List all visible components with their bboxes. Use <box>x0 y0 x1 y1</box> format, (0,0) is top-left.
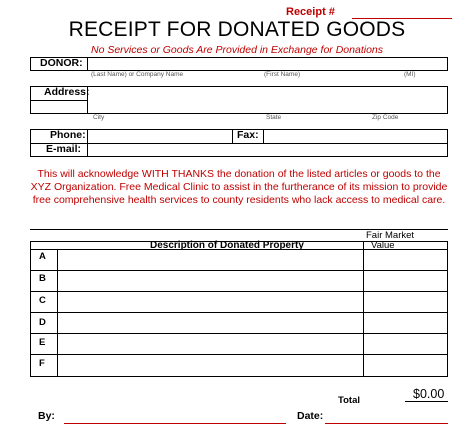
date-label: Date: <box>297 410 324 422</box>
row-label-e: E <box>39 337 46 348</box>
email-field[interactable] <box>89 144 445 156</box>
date-field[interactable] <box>325 408 448 422</box>
fax-field[interactable] <box>265 130 446 142</box>
total-value-underline <box>405 401 448 402</box>
address-zip-hint: Zip Code <box>372 114 399 121</box>
donor-name-hint: (Last Name) or Company Name <box>91 71 184 78</box>
donor-first-hint: (First Name) <box>264 71 301 78</box>
donor-mi-hint: (MI) <box>404 71 416 78</box>
description-header: Description of Donated Property <box>150 240 304 251</box>
phone-label: Phone: <box>50 129 86 141</box>
page-title: RECEIPT FOR DONATED GOODS <box>68 18 406 41</box>
row-f-description-field[interactable] <box>59 355 361 376</box>
address-label: Address: <box>44 86 90 98</box>
row-e-description-field[interactable] <box>59 334 361 353</box>
address-city-field[interactable] <box>89 101 445 113</box>
fmv-header-line1: Fair Market <box>366 230 415 241</box>
fax-label: Fax: <box>237 129 259 141</box>
row-a-description-field[interactable] <box>59 250 361 269</box>
row-c-value-field[interactable] <box>365 292 446 311</box>
row-label-c: C <box>39 295 46 306</box>
total-label: Total <box>338 395 360 406</box>
donor-label: DONOR: <box>40 57 83 69</box>
total-value: $0.00 <box>413 387 445 401</box>
address-city-hint: City <box>93 114 105 121</box>
address-street-field[interactable] <box>89 87 445 99</box>
row-a-value-field[interactable] <box>365 250 446 269</box>
row-label-b: B <box>39 273 46 284</box>
row-d-value-field[interactable] <box>365 313 446 332</box>
phone-field[interactable] <box>89 130 231 142</box>
row-label-d: D <box>39 317 46 328</box>
receipt-number-label: Receipt # <box>286 6 335 18</box>
fmv-header-line2: Value <box>371 240 395 251</box>
page-subtitle: No Services or Goods Are Provided in Exchange for Donations <box>90 44 383 56</box>
signature-field[interactable] <box>64 408 286 422</box>
row-label-a: A <box>39 251 46 262</box>
row-d-description-field[interactable] <box>59 313 361 332</box>
row-b-value-field[interactable] <box>365 271 446 290</box>
row-label-f: F <box>39 358 45 369</box>
row-b-description-field[interactable] <box>59 271 361 290</box>
acknowledgement-text: This will acknowledge WITH THANKS the donation of the listed articles or goods to the XYZ Organization. Free Medical Clinic to assist in the furtherance of its mission to provide free comprehensive health services to county residents who lack access to medical care. <box>30 168 448 206</box>
email-label: E-mail: <box>46 143 82 155</box>
donor-name-field[interactable] <box>89 58 445 70</box>
address-state-hint: State <box>266 114 282 121</box>
row-c-description-field[interactable] <box>59 292 361 311</box>
row-f-value-field[interactable] <box>365 355 446 376</box>
row-e-value-field[interactable] <box>365 334 446 353</box>
by-label: By: <box>38 410 55 422</box>
